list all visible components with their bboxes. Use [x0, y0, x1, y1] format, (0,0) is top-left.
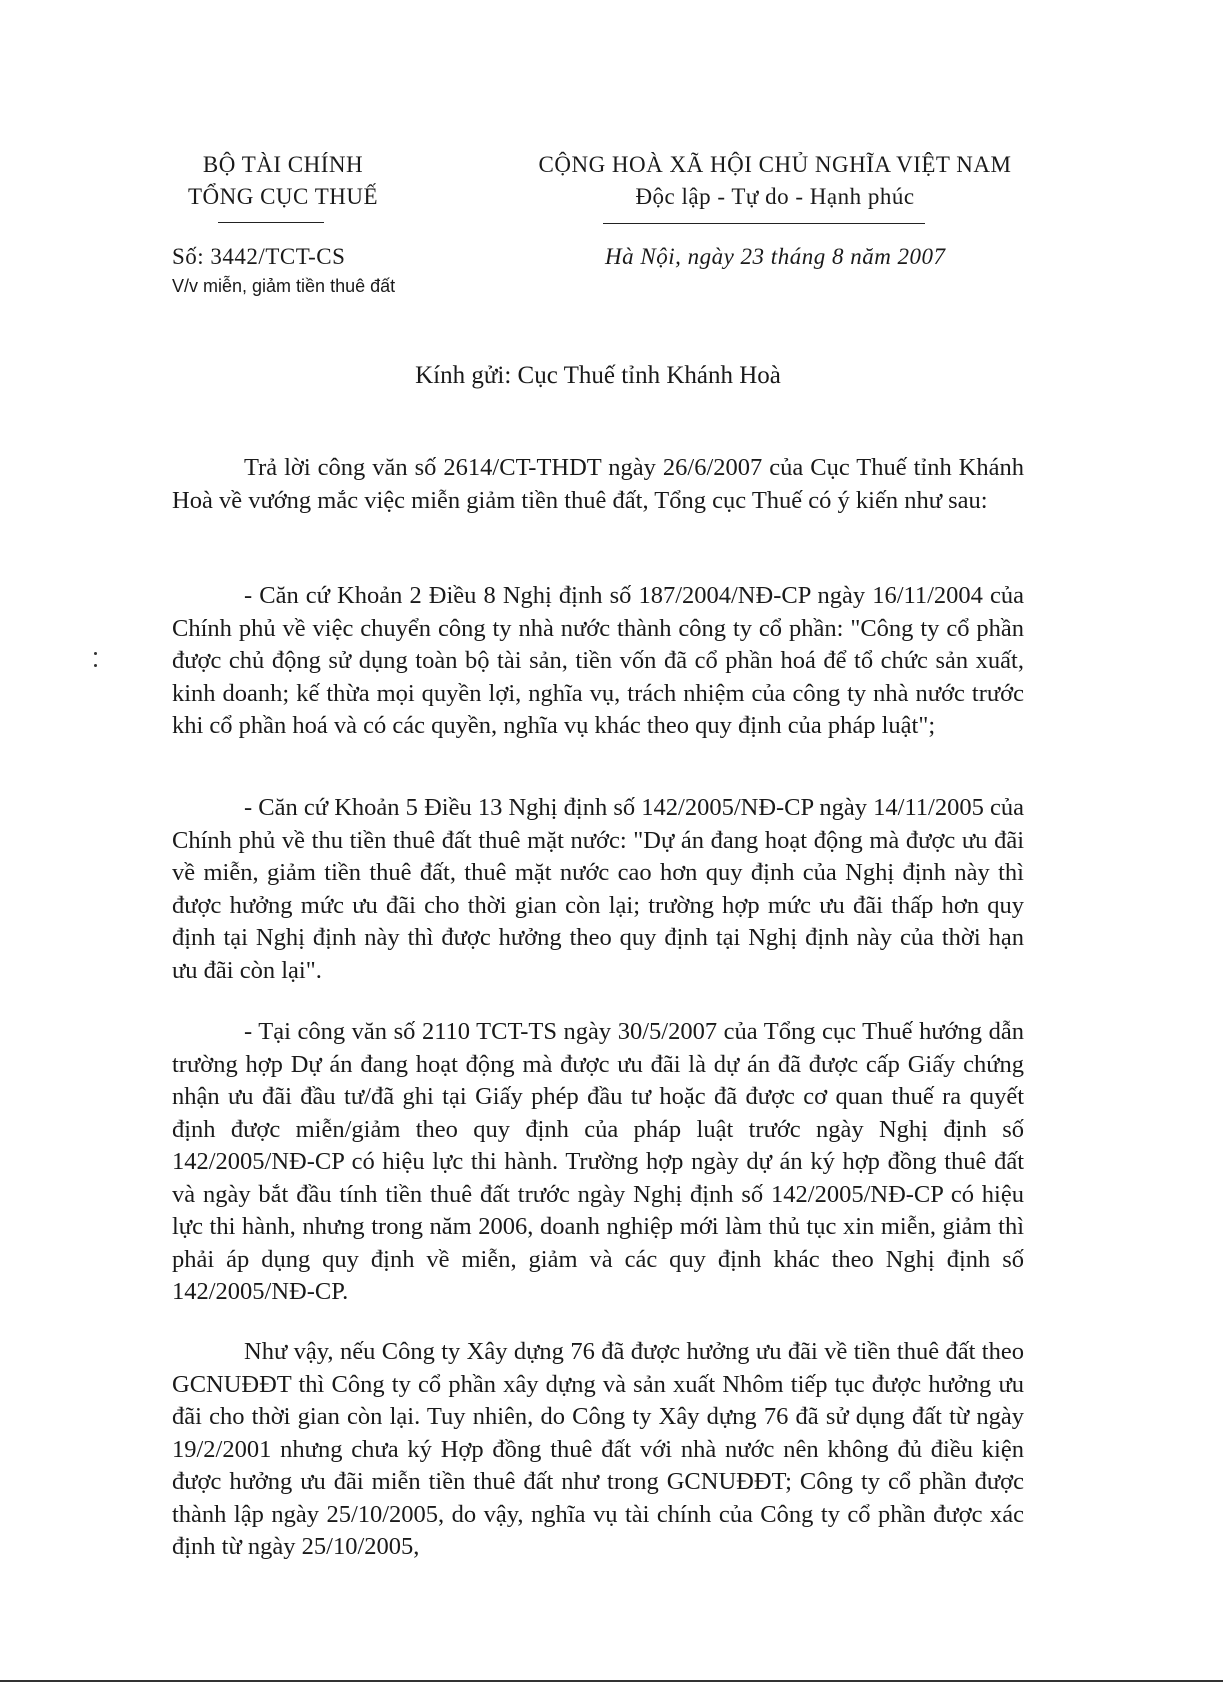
- ministry-name: BỘ TÀI CHÍNH: [202, 152, 364, 177]
- body-paragraph-3: - Căn cứ Khoản 5 Điều 13 Nghị định số 142/2005/NĐ-CP ngày 14/11/2005 của Chính phủ về thu tiền thuê đất thuê mặt nước: "Dự án đang hoạt động mà được ưu đãi về miễn, giảm tiền thuê đất, thuê mặt nước cao hơn quy định của Nghị định này thì được hưởng mức ưu đãi cho thời gian còn lại; trường hợp mức ưu đãi thấp hơn quy định tại Nghị định này thì được hưởng theo quy định tại Nghị định này của thời hạn ưu đãi còn lại".: [172, 794, 1024, 984]
- right-header-rule: [603, 223, 925, 224]
- country-name: CỘNG HOÀ XÃ HỘI CHỦ NGHĨA VIỆT NAM: [538, 152, 1012, 177]
- body-paragraph-1: Trả lời công văn số 2614/CT-THDT ngày 26/6/2007 của Cục Thuế tỉnh Khánh Hoà về vướng mắc việc miễn giảm tiền thuê đất, Tổng cục Thuế có ý kiến như sau:: [172, 454, 1024, 514]
- department-name: TỔNG CỤC THUẾ: [187, 184, 379, 209]
- body-paragraph-4: - Tại công văn số 2110 TCT-TS ngày 30/5/2007 của Tổng cục Thuế hướng dẫn trường hợp Dự án đang hoạt động mà được ưu đãi là dự án đã được cấp Giấy chứng nhận ưu đãi đầu tư/đã ghi tại Giấy phép đầu tư hoặc đã được cơ quan thuế ra quyết định được miễn/giảm theo quy định của pháp luật trước ngày Nghị định số 142/2005/NĐ-CP có hiệu lực thi hành. Trường hợp ngày dự án ký hợp đồng thuê đất và ngày bắt đầu tính tiền thuê đất trước ngày Nghị định số 142/2005/NĐ-CP có hiệu lực thi hành, nhưng trong năm 2006, doanh nghiệp mới làm thủ tục xin miễn, giảm thì phải áp dụng quy định về miễn, giảm và các quy định khác theo Nghị định số 142/2005/NĐ-CP.: [172, 1018, 1024, 1305]
- left-header-rule: [218, 222, 324, 223]
- recipient-line: Kính gửi: Cục Thuế tỉnh Khánh Hoà: [415, 362, 781, 389]
- scan-speck: [94, 652, 97, 655]
- body-paragraph-2: - Căn cứ Khoản 2 Điều 8 Nghị định số 187/2004/NĐ-CP ngày 16/11/2004 của Chính phủ về việc chuyển công ty nhà nước thành công ty cổ phần: "Công ty cổ phần được chủ động sử dụng toàn bộ tài sản, tiền vốn đã cổ phần hoá để tổ chức sản xuất, kinh doanh; kế thừa mọi quyền lợi, nghĩa vụ, trách nhiệm của công ty nhà nước trước khi cổ phần hoá và có các quyền, nghĩa vụ khác theo quy định của pháp luật";: [172, 582, 1024, 739]
- document-number: Số: 3442/TCT-CS: [172, 244, 346, 269]
- place-date: Hà Nội, ngày 23 tháng 8 năm 2007: [605, 244, 946, 269]
- body-paragraph-5: Như vậy, nếu Công ty Xây dựng 76 đã được hưởng ưu đãi về tiền thuê đất theo GCNUĐĐT thì Công ty cổ phần xây dựng và sản xuất Nhôm tiếp tục được hưởng ưu đãi cho thời gian còn lại. Tuy nhiên, do Công ty Xây dựng 76 đã sử dụng đất từ ngày 19/2/2001 nhưng chưa ký Hợp đồng thuê đất với nhà nước nên không đủ điều kiện được hưởng ưu đãi miễn tiền thuê đất như trong GCNUĐĐT; Công ty cổ phần được thành lập ngày 25/10/2005, do vậy, nghĩa vụ tài chính của Công ty cổ phần được xác định từ ngày 25/10/2005,: [172, 1338, 1024, 1560]
- scan-bottom-edge: [0, 1680, 1223, 1682]
- national-motto: Độc lập - Tự do - Hạnh phúc: [635, 184, 915, 209]
- scan-speck: [94, 664, 97, 667]
- document-subject: V/v miễn, giảm tiền thuê đất: [172, 276, 396, 296]
